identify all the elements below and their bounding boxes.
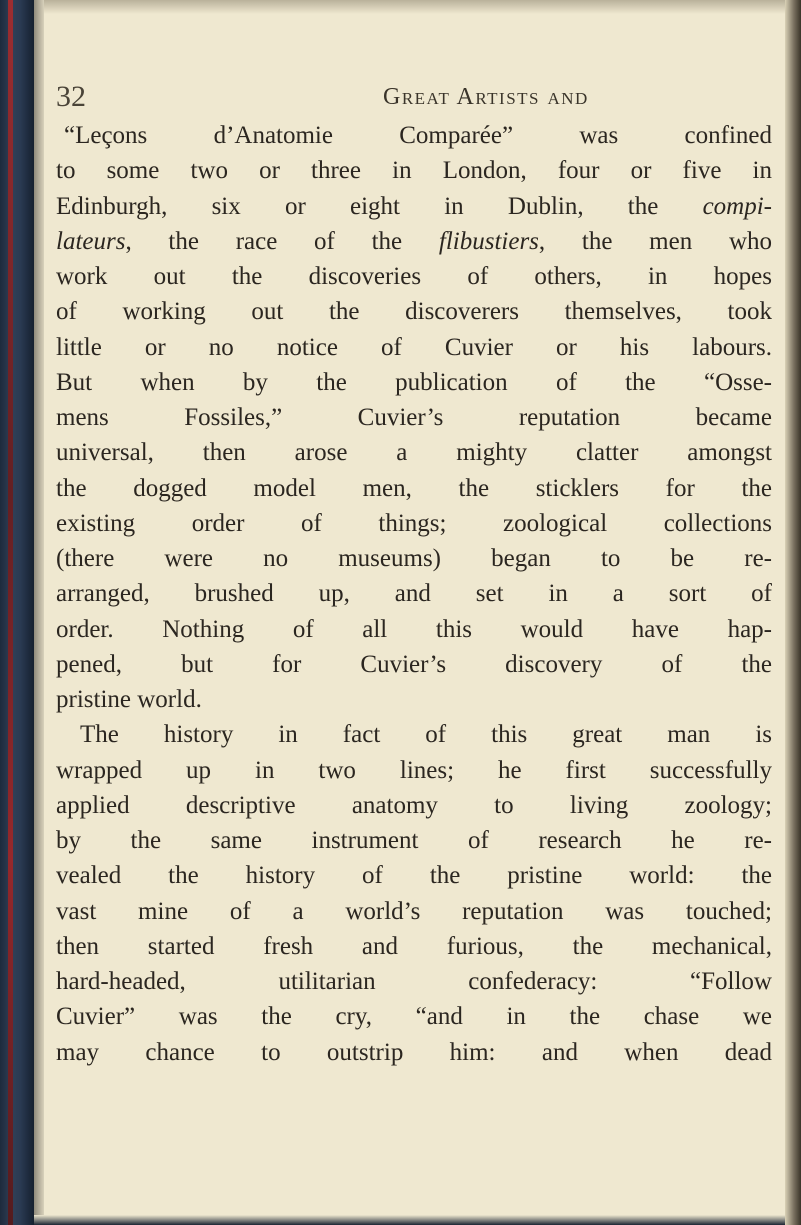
text-line: mens Fossiles,” Cuvier’s reputation became	[56, 404, 772, 431]
text-line: existing order of things; zoological collections	[56, 509, 772, 537]
text-line: (there were no museums) began to be re-	[56, 545, 772, 572]
book-binding	[0, 0, 34, 1225]
text-run: , the race of the	[125, 227, 439, 255]
running-head: Great Artists and	[383, 84, 589, 110]
text-line: The history in fact of this great man is	[80, 721, 772, 749]
text-line: pened, but for Cuvier’s discovery of the	[56, 650, 772, 678]
text-line	[56, 224, 772, 259]
page-edge	[785, 0, 801, 1225]
text-line: then started fresh and furious, the mechanical,	[56, 932, 772, 960]
italic-term: lateurs	[56, 227, 126, 255]
text-line: Cuvier” was the cry, “and in the chase we	[56, 1003, 772, 1031]
text-line: universal, then arose a mighty clatter amongst	[56, 439, 772, 467]
text-line: work out the discoveries of others, in hopes	[56, 263, 772, 290]
paragraph-1	[56, 118, 772, 717]
text-line: pristine world.	[56, 686, 202, 713]
text-line	[56, 189, 772, 224]
text-line: wrapped up in two lines; he first successfully	[56, 756, 772, 784]
text-line: order. Nothing of all this would have hap-	[56, 615, 772, 643]
text-line: little or no notice of Cuvier or his labours.	[56, 333, 772, 361]
text-line: arranged, brushed up, and set in a sort of	[56, 580, 772, 608]
text-line: applied descriptive anatomy to living zoology;	[56, 791, 772, 819]
paragraph-2	[56, 717, 772, 1070]
body-text	[56, 118, 772, 1070]
text-run: , the men who	[538, 227, 772, 255]
page-number: 32	[56, 80, 86, 113]
text-line: vealed the history of the pristine world: the	[56, 862, 772, 890]
page-bottom-edge	[34, 1215, 785, 1225]
text-run: Edinburgh, six or eight in Dublin, the	[56, 192, 703, 220]
italic-term: flibustiers	[438, 227, 539, 255]
text-line: the dogged model men, the sticklers for the	[56, 474, 772, 502]
text-line: But when by the publication of the “Osse-	[56, 368, 772, 396]
text-line: hard-headed, utilitarian confederacy: “Follow	[56, 968, 772, 995]
page-header	[56, 80, 761, 120]
text-line: may chance to outstrip him: and when dead	[56, 1038, 772, 1066]
text-line: “Leçons d’Anatomie Comparée” was confined	[64, 122, 772, 149]
top-shadow	[44, 0, 785, 14]
italic-term: compi-	[702, 192, 772, 220]
text-line: to some two or three in London, four or five in	[56, 157, 772, 185]
text-line: of working out the discoverers themselves, took	[56, 298, 772, 326]
text-line: by the same instrument of research he re-	[56, 827, 772, 854]
text-line: vast mine of a world’s reputation was touched;	[56, 897, 772, 925]
page-gutter	[34, 0, 44, 1225]
